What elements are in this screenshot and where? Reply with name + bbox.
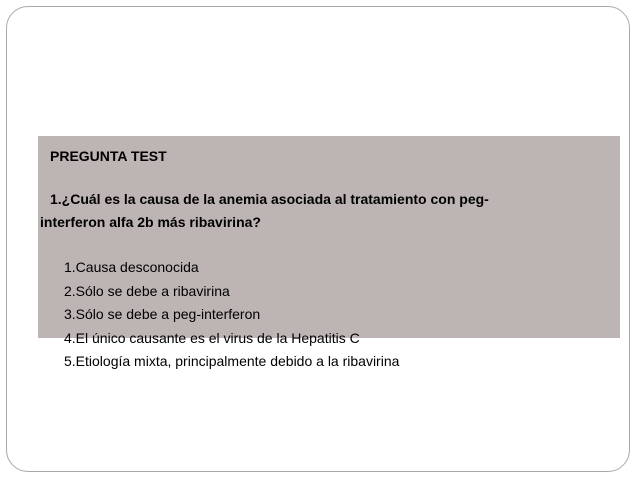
answer-option-1: 1.Causa desconocida [64,259,199,275]
answer-option-5: 5.Etiología mixta, principalmente debido a la ribavirina [64,353,400,369]
answer-option-2: 2.Sólo se debe a ribavirina [64,282,230,299]
answer-options [64,256,399,374]
question-line-1: 1.¿Cuál es la causa de la anemia asociada al tratamiento con peg- [50,191,489,207]
question-line-2: interferon alfa 2b más ribavirina? [40,214,261,230]
answer-option-3: 3.Sólo se debe a peg-interferon [64,306,261,322]
slide-heading: PREGUNTA TEST [50,148,167,164]
question-text [40,188,489,234]
answer-option-4: 4.El único causante es el virus de la Hepatitis C [64,329,360,346]
